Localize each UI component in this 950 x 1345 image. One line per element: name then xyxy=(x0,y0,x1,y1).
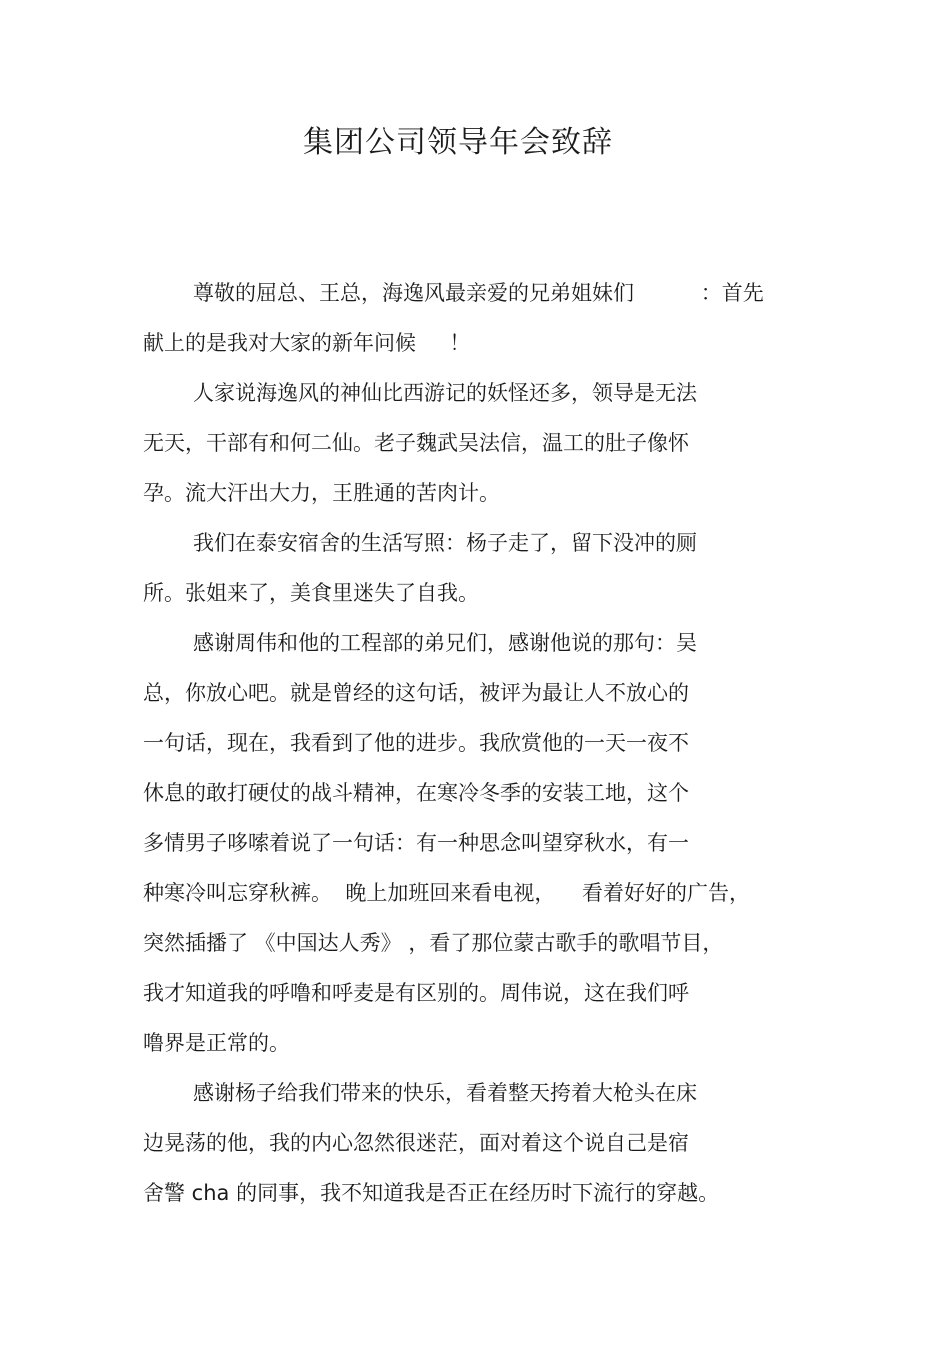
document-body xyxy=(143,268,823,1218)
paragraph-line: 人家说海逸风的神仙比西游记的妖怪还多，领导是无法 xyxy=(193,381,697,405)
paragraph-line: 尊敬的屈总、王总，海逸风最亲爱的兄弟姐妹们 ：首先 xyxy=(193,281,764,305)
paragraph-line: 无天，干部有和何二仙。老子魏武吴法信，温工的肚子像怀 xyxy=(143,431,689,455)
paragraph-line: 种寒冷叫忘穿秋裤。 晚上加班回来看电视， 看着好好的广告， xyxy=(143,881,751,905)
paragraph-line: 噜界是正常的。 xyxy=(143,1031,290,1055)
paragraph-line: 舍警 cha 的同事，我不知道我是否正在经历时下流行的穿越。 xyxy=(143,1181,720,1205)
paragraph-line: 献上的是我对大家的新年问候 ！ xyxy=(143,331,471,355)
paragraph-line: 一句话，现在，我看到了他的进步。我欣赏他的一天一夜不 xyxy=(143,731,689,755)
paragraph-line: 感谢杨子给我们带来的快乐，看着整天挎着大枪头在床 xyxy=(193,1081,697,1105)
document-title: 集团公司领导年会致辞 xyxy=(303,125,613,160)
paragraph-line: 多情男子哆嗦着说了一句话：有一种思念叫望穿秋水，有一 xyxy=(143,831,689,855)
paragraph-line: 边晃荡的他，我的内心忽然很迷茫，面对着这个说自己是宿 xyxy=(143,1131,689,1155)
paragraph-line: 休息的敢打硬仗的战斗精神，在寒冷冬季的安装工地，这个 xyxy=(143,781,689,805)
paragraph-line: 我们在泰安宿舍的生活写照：杨子走了，留下没冲的厕 xyxy=(193,531,697,555)
paragraph-line: 所。张姐来了，美食里迷失了自我。 xyxy=(143,581,479,605)
paragraph-line: 感谢周伟和他的工程部的弟兄们，感谢他说的那句：吴 xyxy=(193,631,697,655)
paragraph-line: 总，你放心吧。就是曾经的这句话，被评为最让人不放心的 xyxy=(143,681,689,705)
paragraph-line: 突然插播了 《中国达人秀》 ，看了那位蒙古歌手的歌唱节目， xyxy=(143,931,724,955)
paragraph-line: 我才知道我的呼噜和呼麦是有区别的。周伟说，这在我们呼 xyxy=(143,981,689,1005)
paragraph-line: 孕。流大汗出大力，王胜通的苦肉计。 xyxy=(143,481,500,505)
